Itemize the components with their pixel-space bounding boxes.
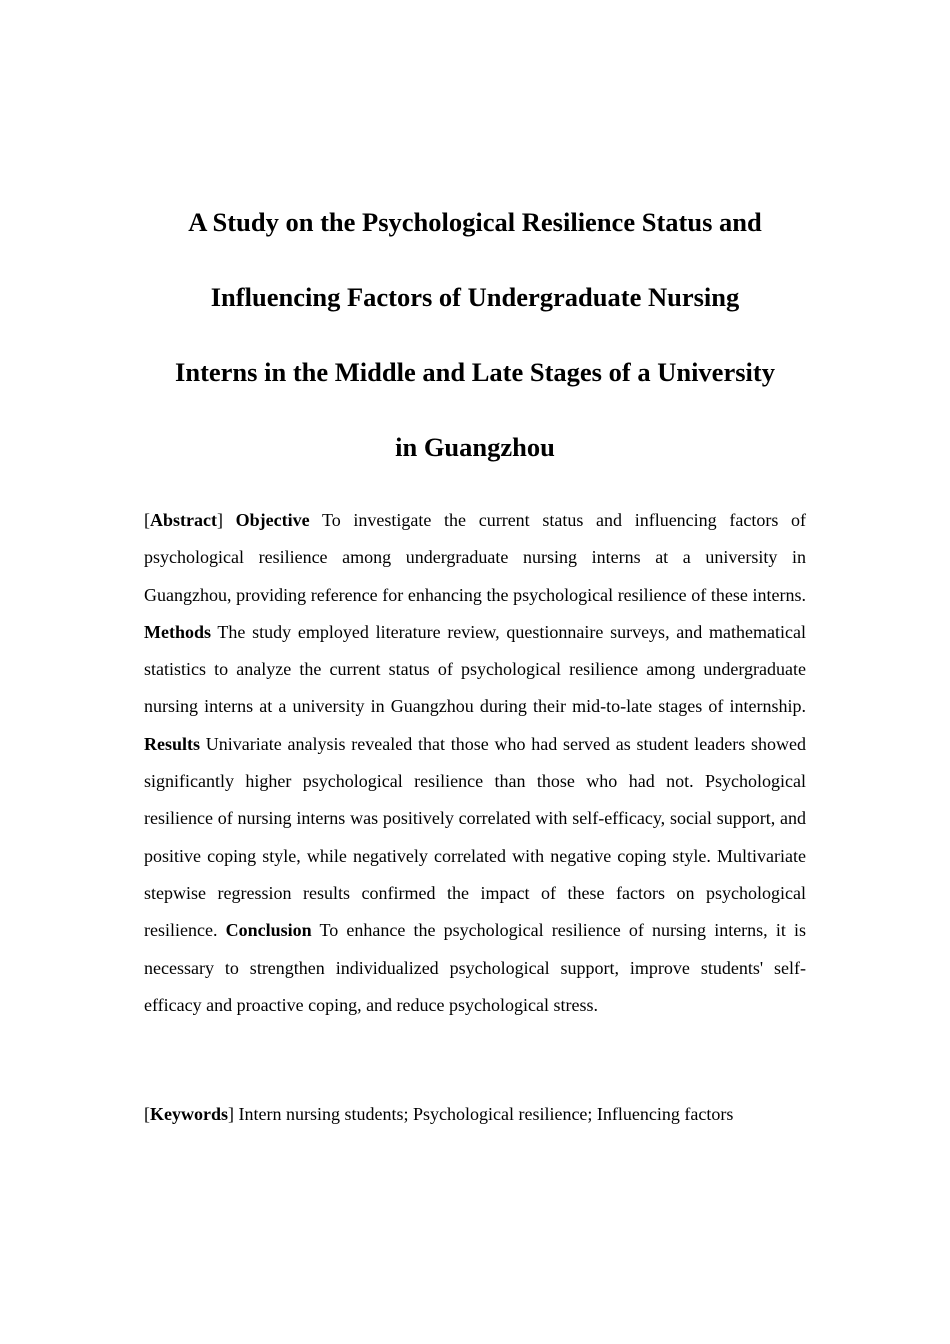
keywords-text: Intern nursing students; Psychological resilience; Influencing factors	[238, 1104, 734, 1124]
methods-heading: Methods	[144, 621, 211, 642]
methods-text: The study employed literature review, questionnaire surveys, and mathematical statistics to analyze the current status of psychological resilience among undergraduate nursing interns at a university in Guangzhou during their mid-to-late stages of internship.	[144, 621, 806, 717]
abstract-paragraph: [Abstract] Objective To investigate the current status and influencing factors of psychological resilience among undergraduate nursing interns at a university in Guangzhou, providing reference for enhancing the psychological resilience of these interns. Methods The study employed literature review, questionnaire surveys, and mathematical statistics to analyze the current status of psychological resilience among undergraduate nursing interns at a university in Guangzhou during their mid-to-late stages of internship. Results Univariate analysis revealed that those who had served as student leaders showed significantly higher psychological resilience than those who had not. Psychological resilience of nursing interns was positively correlated with self-efficacy, social support, and positive coping style, while negatively correlated with negative coping style. Multivariate stepwise regression results confirmed the impact of these factors on psychological resilience. Conclusion To enhance the psychological resilience of nursing interns, it is necessary to strengthen individualized psychological support, improve students' self-efficacy and proactive coping, and reduce psychological stress.	[144, 510, 806, 1015]
title-line-4: in Guangzhou	[395, 432, 555, 462]
title-line-2: Influencing Factors of Undergraduate Nursing	[210, 282, 740, 312]
conclusion-text: To enhance the psychological resilience of nursing interns, it is necessary to strengthen individualized psychological support, improve students' self-efficacy and proactive coping, and reduce psychological stress.	[144, 920, 806, 1015]
keywords-paragraph: [Keywords] Intern nursing students; Psychological resilience; Influencing factors	[144, 1104, 734, 1124]
objective-text: To investigate the current status and influencing factors of psychological resilience among undergraduate nursing interns at a university in Guangzhou, providing reference for enhancing the psychological resilience of these interns.	[144, 510, 806, 605]
results-heading: Results	[144, 733, 201, 754]
conclusion-heading: Conclusion	[225, 920, 312, 941]
objective-heading: Objective	[235, 510, 310, 530]
keywords-label: Keywords	[150, 1104, 228, 1124]
title-line-1: A Study on the Psychological Resilience Status and	[188, 207, 762, 237]
abstract-label: Abstract	[150, 510, 217, 530]
results-text: Univariate analysis revealed that those who had served as student leaders showed significantly higher psychological resilience than those who had not. Psychological resilience of nursing interns was positively correlated with self-efficacy, social support, and positive coping style, while negatively correlated with negative coping style. Multivariate stepwise regression results confirmed the impact of these factors on psychological resilience.	[144, 733, 806, 941]
title-line-3: Interns in the Middle and Late Stages of a University	[175, 357, 775, 387]
paper-title	[144, 185, 806, 485]
